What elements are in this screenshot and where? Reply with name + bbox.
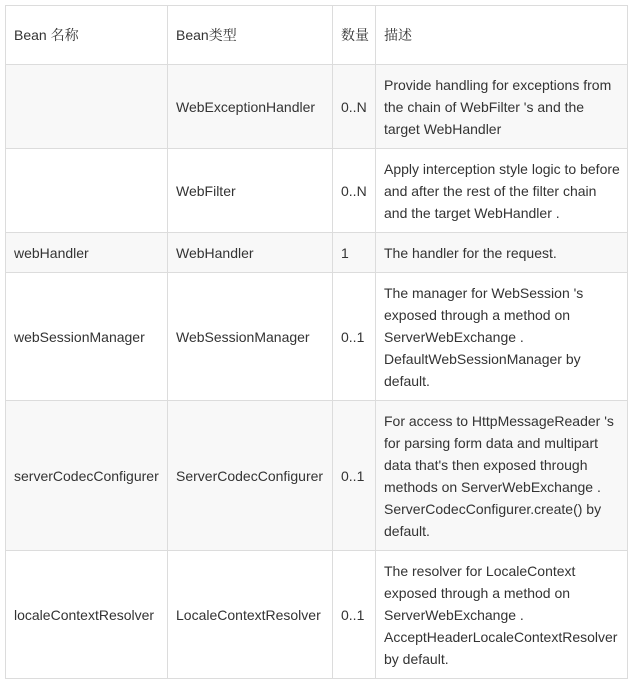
table-row: [6, 149, 628, 233]
cell-count: 0..N: [333, 149, 376, 233]
table-row: [6, 273, 628, 401]
header-bean-name: Bean 名称: [6, 6, 168, 65]
cell-bean-type: WebHandler: [168, 233, 333, 273]
cell-description: The handler for the request.: [376, 233, 628, 273]
cell-bean-type: ServerCodecConfigurer: [168, 401, 333, 551]
cell-bean-type: WebFilter: [168, 149, 333, 233]
cell-description: Apply interception style logic to before and after the rest of the filter chain and the target WebHandler .: [376, 149, 628, 233]
cell-description: The manager for WebSession 's exposed through a method on ServerWebExchange . DefaultWebSessionManager by default.: [376, 273, 628, 401]
bean-table-container: [5, 5, 628, 679]
table-row: [6, 551, 628, 679]
header-count: 数量: [333, 6, 376, 65]
cell-count: 1: [333, 233, 376, 273]
cell-bean-type: WebExceptionHandler: [168, 65, 333, 149]
cell-count: 0..1: [333, 551, 376, 679]
cell-bean-name: [6, 65, 168, 149]
cell-description: The resolver for LocaleContext exposed through a method on ServerWebExchange . AcceptHeaderLocaleContextResolver by default.: [376, 551, 628, 679]
cell-bean-name: localeContextResolver: [6, 551, 168, 679]
cell-count: 0..N: [333, 65, 376, 149]
cell-bean-name: webSessionManager: [6, 273, 168, 401]
cell-bean-name: webHandler: [6, 233, 168, 273]
cell-count: 0..1: [333, 401, 376, 551]
table-header-row: [6, 6, 628, 65]
cell-bean-name: [6, 149, 168, 233]
header-bean-type: Bean类型: [168, 6, 333, 65]
cell-bean-type: LocaleContextResolver: [168, 551, 333, 679]
cell-bean-name: serverCodecConfigurer: [6, 401, 168, 551]
table-row: [6, 401, 628, 551]
table-row: [6, 233, 628, 273]
cell-description: For access to HttpMessageReader 's for parsing form data and multipart data that's then exposed through methods on ServerWebExchange . ServerCodecConfigurer.create() by default.: [376, 401, 628, 551]
cell-bean-type: WebSessionManager: [168, 273, 333, 401]
cell-description: Provide handling for exceptions from the chain of WebFilter 's and the target WebHandler: [376, 65, 628, 149]
header-description: 描述: [376, 6, 628, 65]
bean-table: [5, 5, 628, 679]
table-row: [6, 65, 628, 149]
cell-count: 0..1: [333, 273, 376, 401]
